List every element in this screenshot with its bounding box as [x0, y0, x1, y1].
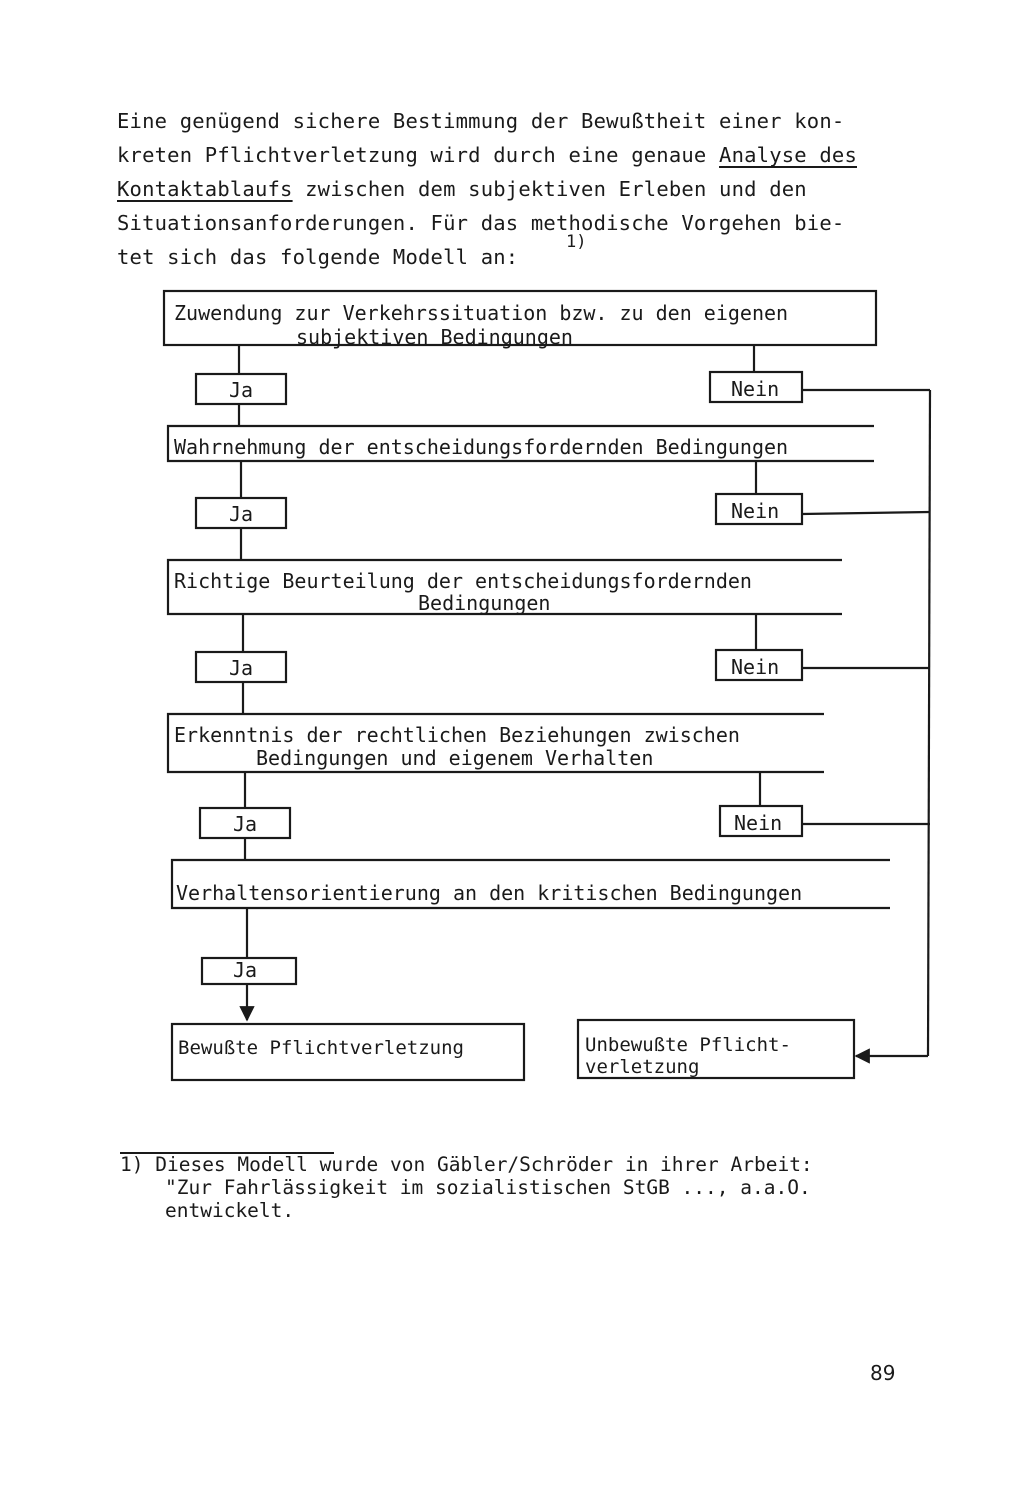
intro-underlined-analyse: Analyse des: [719, 143, 857, 167]
footnote-marker: 1): [120, 1153, 144, 1176]
footnote-reference: 1): [566, 232, 587, 252]
intro-line-3-text: zwischen dem subjektiven Erleben und den: [292, 177, 807, 201]
page-number: 89: [870, 1361, 896, 1385]
step-5-line-1: Verhaltensorientierung an den kritischen Bedingungen: [176, 881, 803, 905]
result-unconscious-line-1: Unbewußte Pflicht-: [585, 1034, 791, 1056]
intro-line-1: Eine genügend sichere Bestimmung der Bewußtheit einer kon-: [117, 109, 845, 133]
connector-right-bus: [928, 390, 930, 1056]
no-label-4: Nein: [734, 811, 783, 835]
step-3-line-1: Richtige Beurteilung der entscheidungsfordernden: [174, 569, 752, 593]
yes-label-1: Ja: [229, 378, 254, 402]
footnote-text-1: Dieses Modell wurde von Gäbler/Schröder in ihrer Arbeit:: [155, 1153, 813, 1176]
result-unconscious-line-2: verletzung: [585, 1056, 700, 1078]
no-label-3: Nein: [731, 655, 780, 679]
connector-no-2-right: [802, 512, 930, 514]
step-4-line-1: Erkenntnis der rechtlichen Beziehungen zwischen: [174, 723, 740, 747]
yes-label-2: Ja: [229, 502, 254, 526]
no-label-2: Nein: [731, 499, 780, 523]
yes-label-4: Ja: [233, 812, 258, 836]
result-conscious-label: Bewußte Pflichtverletzung: [178, 1037, 464, 1059]
intro-line-5: tet sich das folgende Modell an:: [117, 245, 519, 269]
step-3-line-2: Bedingungen: [418, 591, 551, 615]
step-1-line-2: subjektiven Bedingungen: [296, 325, 573, 349]
intro-line-4: Situationsanforderungen. Für das methodische Vorgehen bie-: [117, 211, 845, 235]
footnote-line-3: entwickelt.: [165, 1199, 295, 1222]
intro-underlined-kontaktablauf: Kontaktablaufs: [117, 177, 293, 201]
step-2-line-1: Wahrnehmung der entscheidungsfordernden Bedingungen: [174, 435, 789, 459]
intro-line-2-text: kreten Pflichtverletzung wird durch eine genaue: [117, 143, 720, 167]
no-label-1: Nein: [731, 377, 780, 401]
step-4-line-2: Bedingungen und eigenem Verhalten: [256, 746, 654, 770]
footnote-line-2: "Zur Fahrlässigkeit im sozialistischen StGB ..., a.a.O.: [165, 1176, 811, 1199]
footnote-line-1: [120, 1154, 813, 1176]
step-1-line-1: Zuwendung zur Verkehrssituation bzw. zu den eigenen: [174, 301, 789, 325]
yes-label-5: Ja: [233, 958, 258, 982]
yes-label-3: Ja: [229, 656, 254, 680]
